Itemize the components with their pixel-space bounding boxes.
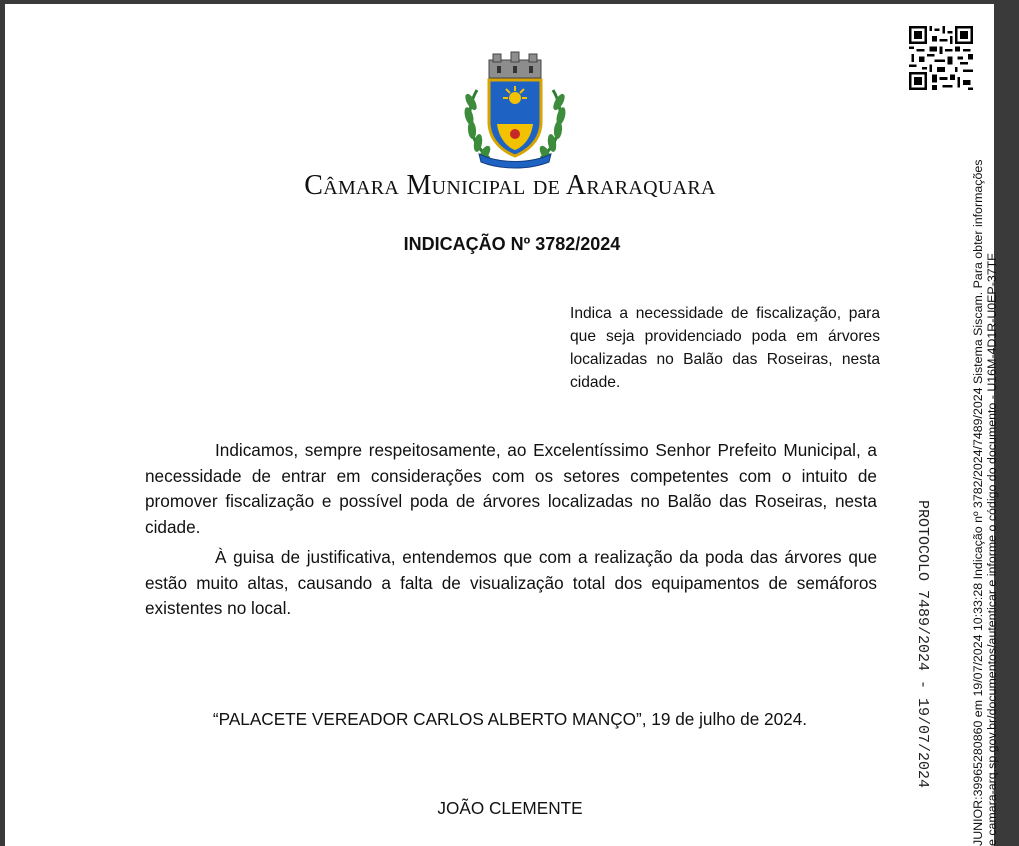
authentication-line: e camara-arq.sp.gov.br/documentos/autenticar e informe o código do documento - U16M-4D1R-U0EP-37TF [985,253,999,846]
protocol-stamp: PROTOCOLO 7489/2024 - 19/07/2024 [914,500,931,789]
body-paragraph: À guisa de justificativa, entendemos que com a realização da poda das árvores que estão muito altas, causando a falta de visualização total dos equipamentos de semáforos existentes no local. [145,547,877,618]
qr-code-icon [909,26,973,90]
body-paragraph: Indicamos, sempre respeitosamente, ao Excelentíssimo Senhor Prefeito Municipal, a necessidade de entrar em considerações com os setores competentes com o intuito de promover fiscalização e possível poda de árvores localizadas no Balão das Roseiras, nesta cidade. [145,440,877,537]
document-title: INDICAÇÃO Nº 3782/2024 [403,234,621,254]
coat-of-arms-icon [459,50,571,168]
signer-name: JOÃO CLEMENTE [437,798,583,818]
closing-line: “PALACETE VEREADOR CARLOS ALBERTO MANÇO”, 19 de julho de 2024. [212,709,808,729]
authentication-margin-text [971,86,999,846]
document-summary: Indica a necessidade de fiscalização, para que seja providenciado poda em árvores localizadas no Balão das Roseiras, nesta cidade. [570,305,880,391]
authentication-line: JUNIOR:39965280860 em 19/07/2024 10:33:28 Indicação nº 3782/2024/7489/2024 Sistema Siscam. Para obter informações [971,159,985,846]
institution-name: Câmara Municipal de Araraquara [304,170,716,201]
document-page [5,4,999,846]
